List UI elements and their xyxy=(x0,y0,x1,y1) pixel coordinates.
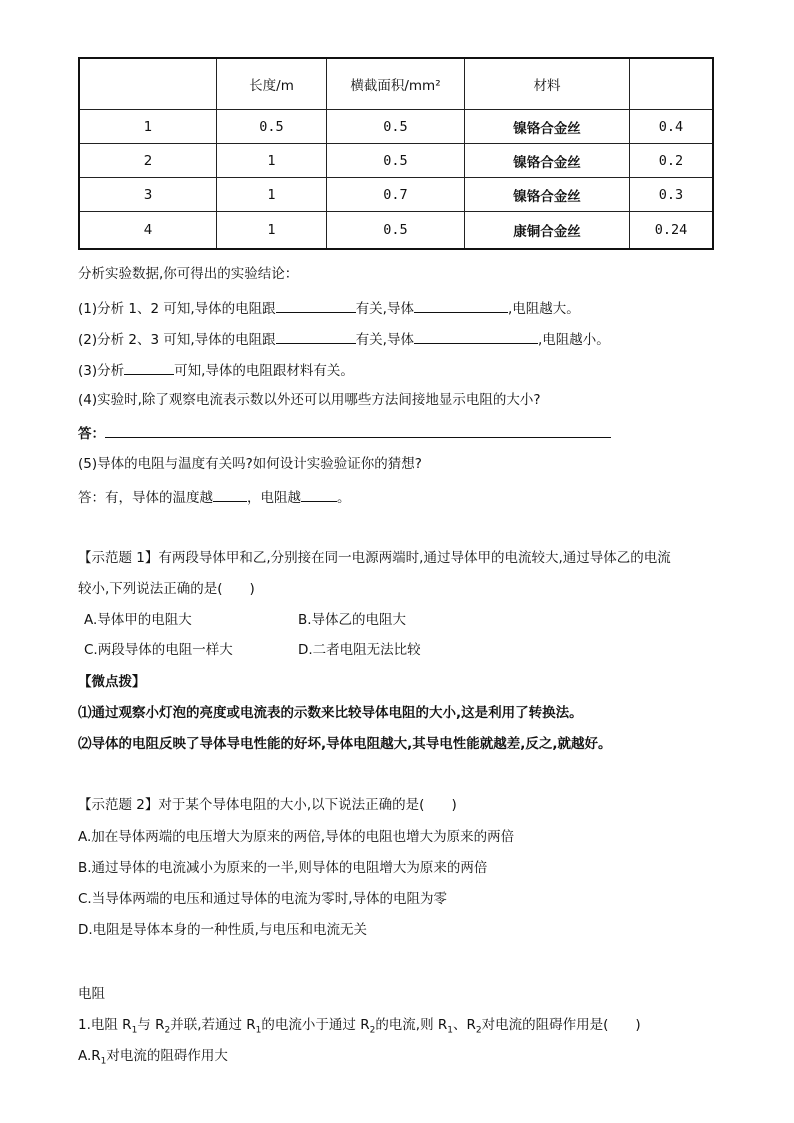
answer-5-text-c: 。 xyxy=(337,490,351,506)
sq1-opt-a-sub: 1 xyxy=(100,1056,107,1067)
sq1-f: 、R xyxy=(453,1017,476,1033)
sq1-opt-a-text: A.R xyxy=(78,1048,101,1064)
sq1-a: 1.电阻 R xyxy=(78,1017,132,1033)
answer-5-blank-2[interactable] xyxy=(301,487,337,502)
sq1-sub: 2 xyxy=(475,1025,482,1036)
section-question-1-option-a[interactable] xyxy=(78,1047,228,1071)
example-2-option-a[interactable]: A.加在导体两端的电压增大为原来的两倍,导体的电阻也增大为原来的两倍 xyxy=(78,829,515,845)
q1-text-c: ,电阻越大。 xyxy=(507,301,580,317)
table-cell: 4 xyxy=(79,212,217,250)
table-cell: 0.5 xyxy=(327,212,465,250)
table-header-area: 横截面积/mm² xyxy=(327,58,465,110)
table-header-material: 材料 xyxy=(465,58,630,110)
q2-text-a: (2)分析 2、3 可知,导体的电阻跟 xyxy=(78,332,276,348)
table-cell: 1 xyxy=(217,212,327,250)
table-cell: 0.7 xyxy=(327,178,465,212)
table-cell: 镍铬合金丝 xyxy=(465,178,630,212)
example-1-option-c[interactable]: C.两段导体的电阻一样大 xyxy=(84,642,233,658)
example-2-option-b[interactable]: B.通过导体的电流减小为原来的一半,则导体的电阻增大为原来的两倍 xyxy=(78,860,488,876)
table-row xyxy=(79,110,713,144)
table-row xyxy=(79,144,713,178)
table-cell: 0.5 xyxy=(327,144,465,178)
table-row xyxy=(79,212,713,250)
sq1-sub: 2 xyxy=(369,1025,376,1036)
analysis-question-2 xyxy=(78,329,610,349)
analysis-question-1 xyxy=(78,298,580,318)
analysis-question-3 xyxy=(78,360,354,380)
q2-blank-1[interactable] xyxy=(276,329,356,344)
q2-text-c: ,电阻越小。 xyxy=(537,332,610,348)
tips-title: 【微点拨】 xyxy=(78,674,146,690)
table-cell: 0.4 xyxy=(630,110,714,144)
analysis-question-5: (5)导体的电阻与温度有关吗?如何设计实验验证你的猜想? xyxy=(78,456,422,472)
sq1-sub: 1 xyxy=(131,1025,138,1036)
sq1-b: 与 R xyxy=(137,1017,165,1033)
example-1-line-1: 【示范题 1】有两段导体甲和乙,分别接在同一电源两端时,通过导体甲的电流较大,通过导体乙的电流 xyxy=(78,550,671,566)
table-cell: 3 xyxy=(79,178,217,212)
answer-4-label: 答： xyxy=(78,426,105,442)
table-header-cell xyxy=(630,58,714,110)
section-question-1 xyxy=(78,1016,641,1040)
table-cell: 0.5 xyxy=(327,110,465,144)
table-cell: 1 xyxy=(217,178,327,212)
example-1-option-d[interactable]: D.二者电阻无法比较 xyxy=(298,642,421,658)
table-cell: 0.2 xyxy=(630,144,714,178)
q2-text-b: 有关,导体 xyxy=(355,332,414,348)
example-2-option-d[interactable]: D.电阻是导体本身的一种性质,与电压和电流无关 xyxy=(78,922,367,938)
table-cell: 0.24 xyxy=(630,212,714,250)
example-1-option-a[interactable]: A.导体甲的电阻大 xyxy=(84,612,192,628)
table-cell: 2 xyxy=(79,144,217,178)
example-2-line-1: 【示范题 2】对于某个导体电阻的大小,以下说法正确的是( ) xyxy=(78,797,457,813)
q3-blank[interactable] xyxy=(124,360,174,375)
example-1-option-b[interactable]: B.导体乙的电阻大 xyxy=(298,612,407,628)
analysis-question-4: (4)实验时,除了观察电流表示数以外还可以用哪些方法间接地显示电阻的大小? xyxy=(78,392,541,408)
example-2-option-c[interactable]: C.当导体两端的电压和通过导体的电流为零时,导体的电阻为零 xyxy=(78,891,448,907)
table-header-cell xyxy=(79,58,217,110)
analysis-answer-5 xyxy=(78,487,351,507)
table-cell: 康铜合金丝 xyxy=(465,212,630,250)
example-1-line-2: 较小,下列说法正确的是( ) xyxy=(78,581,255,597)
sq1-c: 并联,若通过 R xyxy=(170,1017,256,1033)
sq1-g: 对电流的阻碍作用是( ) xyxy=(481,1017,641,1033)
table-header-row xyxy=(79,58,713,110)
sq1-e: 的电流,则 R xyxy=(375,1017,448,1033)
q1-text-b: 有关,导体 xyxy=(355,301,414,317)
table-cell: 0.5 xyxy=(217,110,327,144)
section-title: 电阻 xyxy=(78,986,105,1002)
tips-point-1: ⑴通过观察小灯泡的亮度或电流表的示数来比较导体电阻的大小,这是利用了转换法。 xyxy=(78,705,583,721)
answer-5-blank-1[interactable] xyxy=(213,487,247,502)
experiment-data-table xyxy=(78,57,714,250)
tips-point-2: ⑵导体的电阻反映了导体导电性能的好坏,导体电阻越大,其导电性能就越差,反之,就越好。 xyxy=(78,736,612,752)
sq1-sub: 1 xyxy=(255,1025,262,1036)
q3-text-a: (3)分析 xyxy=(78,363,125,379)
q1-blank-1[interactable] xyxy=(276,298,356,313)
table-cell: 镍铬合金丝 xyxy=(465,110,630,144)
q2-blank-2[interactable] xyxy=(414,329,538,344)
table-cell: 0.3 xyxy=(630,178,714,212)
analysis-intro: 分析实验数据,你可得出的实验结论： xyxy=(78,266,299,282)
sq1-d: 的电流小于通过 R xyxy=(261,1017,370,1033)
q1-text-a: (1)分析 1、2 可知,导体的电阻跟 xyxy=(78,301,276,317)
sq1-sub: 1 xyxy=(447,1025,454,1036)
table-cell: 镍铬合金丝 xyxy=(465,144,630,178)
table-row xyxy=(79,178,713,212)
sq1-opt-a-text-b: 对电流的阻碍作用大 xyxy=(106,1048,228,1064)
answer-5-text-a: 答：有，导体的温度越 xyxy=(78,490,213,506)
table-cell: 1 xyxy=(217,144,327,178)
analysis-answer-4 xyxy=(78,423,611,443)
answer-5-text-b: ，电阻越 xyxy=(247,490,301,506)
sq1-sub: 2 xyxy=(164,1025,171,1036)
table-cell: 1 xyxy=(79,110,217,144)
answer-4-blank[interactable] xyxy=(105,423,611,438)
q3-text-b: 可知,导体的电阻跟材料有关。 xyxy=(174,363,354,379)
table-header-length: 长度/m xyxy=(217,58,327,110)
q1-blank-2[interactable] xyxy=(414,298,508,313)
